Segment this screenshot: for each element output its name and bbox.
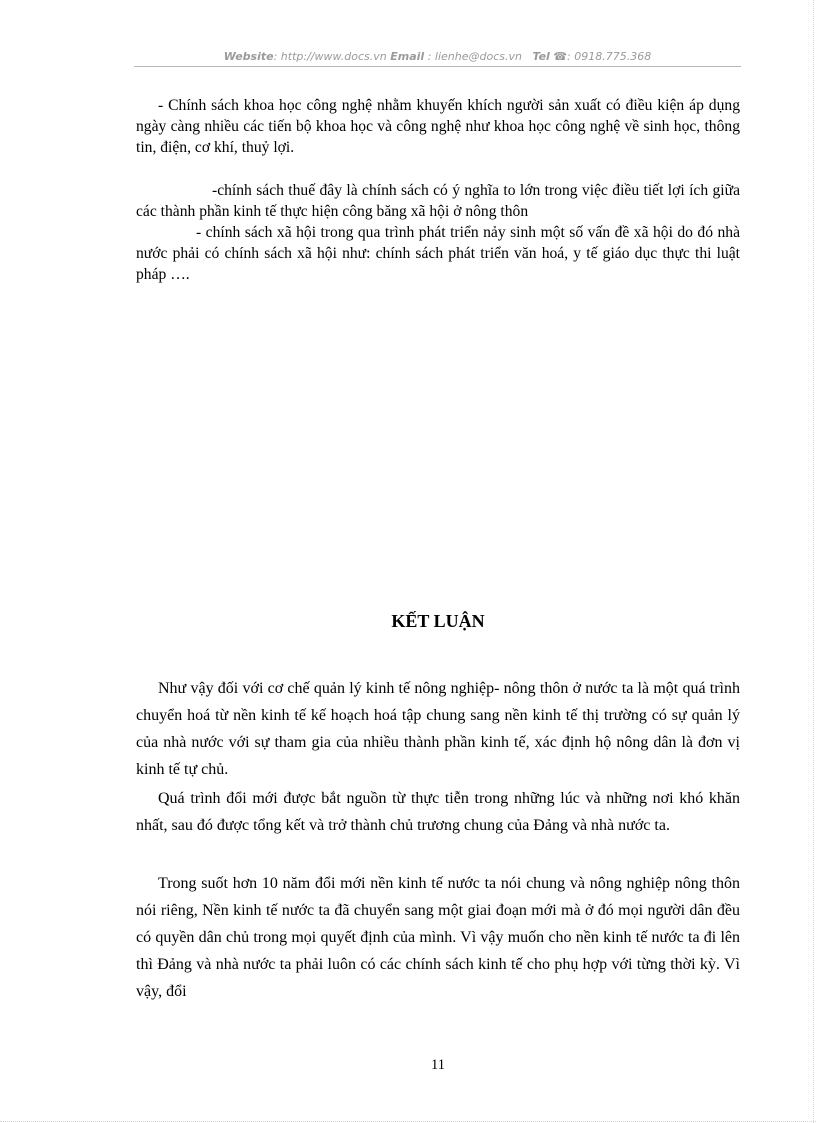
email-value: : lienhe@docs.vn (424, 50, 522, 63)
header-divider (134, 66, 741, 67)
website-value: : http://www.docs.vn (273, 50, 387, 63)
section-title: KẾT LUẬN (391, 611, 485, 631)
paragraph-social-policy: - chính sách xã hội trong qua trình phát triển nảy sinh một số vấn đề xã hội do đó nhà nước phải có chính sách xã hội như: chính sách phát triển văn hoá, y tế giáo dục thực thi luật pháp …. (136, 224, 740, 283)
tel-value: : 0918.775.368 (567, 50, 652, 63)
page-header (134, 49, 741, 65)
page-number: 11 (431, 1057, 445, 1073)
page-bottom-border (0, 1121, 816, 1122)
paragraph-conclusion-2: Quá trình đổi mới được bắt nguồn từ thực tiễn trong những lúc và những nơi khó khăn nhất, sau đó được tổng kết và trở thành chủ trương chung của Đảng và nhà nước ta. (136, 790, 740, 834)
paragraph-conclusion-3: Trong suốt hơn 10 năm đổi mới nền kinh tế nước ta nói chung và nông nghiệp nông thôn nói riêng, Nền kinh tế nước ta đã chuyển sang một giai đoạn mới mà ở đó mọi người dân đều có quyền dân chủ trong mọi quyết định của mình. Vì vậy muốn cho nền kinh tế nước ta đi lên thì Đảng và nhà nước ta phải luôn có các chính sách kinh tế cho phụ hợp với từng thời kỳ. Vì vậy, đổi (136, 875, 740, 1000)
paragraph-conclusion-1: Như vậy đối với cơ chế quản lý kinh tế nông nghiệp- nông thôn ở nước ta là một quá trình chuyển hoá từ nền kinh tế kế hoạch hoá tập chung sang nền kinh tế thị trường có sự quản lý của nhà nước với sự tham gia của nhiều thành phần kinh tế, xác định hộ nông dân là đơn vị kinh tế tự chủ. (136, 680, 740, 778)
paragraph-tax-policy: -chính sách thuế đây là chính sách có ý nghĩa to lớn trong việc điều tiết lợi ích giữa các thành phần kinh tế thực hiện công băng xã hội ở nông thôn (136, 182, 740, 220)
tel-label: Tel (532, 50, 550, 63)
website-label: Website (223, 50, 274, 63)
email-label: Email (390, 50, 425, 63)
page-right-border (813, 0, 814, 1123)
telephone-icon: ☎ (553, 50, 568, 63)
paragraph-science-policy: - Chính sách khoa học công nghệ nhằm khuyến khích người sản xuất có điều kiện áp dụng ngày càng nhiều các tiến bộ khoa học và công nghệ như khoa học công nghệ về sinh học, thông tin, điện, cơ khí, thuỷ lợi. (136, 97, 740, 156)
